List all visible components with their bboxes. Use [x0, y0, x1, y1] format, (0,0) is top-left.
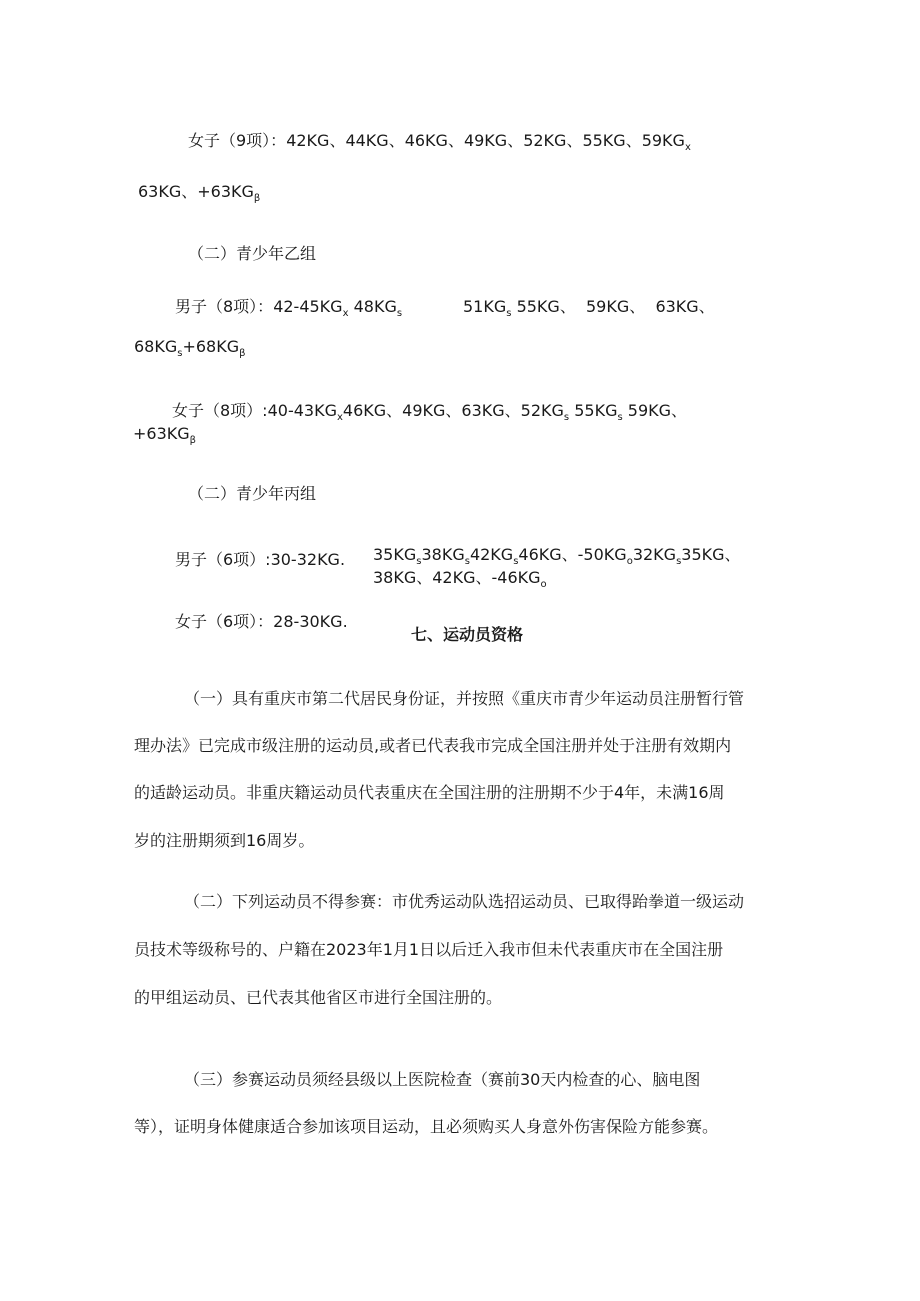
para3-line-2: 等），证明身体健康适合参加该项目运动，且必须购买人身意外伤害保险方能参赛。 — [134, 1117, 719, 1136]
men-b-s7: s — [177, 348, 183, 359]
men-b-s8: β — [239, 348, 246, 359]
men-c-v5: 32KG — [632, 545, 677, 564]
women-senior-values-2: 63KG、+63KG — [138, 182, 254, 201]
men-c-s5: s — [676, 556, 682, 567]
men-b-label: 男子（8项）： — [175, 297, 274, 316]
men-b-s2: s — [396, 308, 403, 319]
section-7-title: 七、运动员资格 — [411, 625, 524, 644]
para2-line-2: 员技术等级称号的、户籍在2023年1月1日以后迁入我市但未代表重庆市在全国注册 — [134, 940, 724, 959]
men-b-v5: 59KG、 — [586, 297, 646, 316]
women-b-s5: β — [189, 435, 197, 446]
women-b-s2: s — [563, 412, 570, 423]
women-senior-sub: x — [684, 142, 691, 153]
women-b-label: 女子（8项）: — [172, 401, 268, 420]
men-b-v6: 63KG、 — [655, 297, 715, 316]
women-b-v4: 59KG、 — [627, 401, 688, 420]
women-c-label: 女子（6项）：28-30KG. — [175, 612, 348, 631]
women-senior-line-2 — [138, 182, 260, 202]
men-b-v1: 42-45KG — [273, 297, 343, 316]
men-b-s1: x — [342, 308, 349, 319]
para2-line-1: （二）下列运动员不得参赛：市优秀运动队选招运动员、已取得跆拳道一级运动 — [184, 892, 745, 911]
men-c-v2: 38KG — [421, 545, 465, 564]
men-c-line-1 — [373, 545, 741, 565]
men-b-line-1b — [463, 297, 715, 317]
men-b-v7: 68KG — [134, 337, 178, 356]
men-b-v3: 51KG — [463, 297, 507, 316]
men-b-line-2 — [134, 337, 246, 357]
men-c-v3: 42KG — [469, 545, 514, 564]
section-b-title: （二）青少年乙组 — [188, 244, 317, 263]
women-b-v5: +63KG — [133, 424, 190, 443]
women-b-v2: 46KG、49KG、63KG、52KG — [342, 401, 564, 420]
men-c-line-2 — [373, 568, 547, 588]
women-b-line-1 — [172, 401, 687, 421]
men-c-v6: 35KG、 — [681, 545, 741, 564]
section-c-title: （二）青少年丙组 — [188, 484, 317, 503]
women-b-s3: s — [617, 412, 623, 423]
para2-line-3: 的甲组运动员、已代表其他省区市进行全国注册的。 — [134, 988, 503, 1007]
men-b-v8: +68KG — [182, 337, 240, 356]
men-c-s1: s — [416, 556, 422, 567]
para1-line-3: 的适龄运动员。非重庆籍运动员代表重庆在全国注册的注册期不少于4年，未满16周 — [134, 783, 725, 802]
para1-line-4: 岁的注册期须到16周岁。 — [134, 831, 315, 850]
para1-line-1: （一）具有重庆市第二代居民身份证，并按照《重庆市青少年运动员注册暂行管 — [184, 689, 745, 708]
women-b-v1: 40-43KG — [267, 401, 337, 420]
women-senior-values: 42KG、44KG、46KG、49KG、52KG、55KG、59KG — [286, 131, 685, 150]
men-c-s7: o — [540, 579, 547, 590]
men-b-v2: 48KG — [353, 297, 397, 316]
para3-line-1: （三）参赛运动员须经县级以上医院检查（赛前30天内检查的心、脑电图 — [184, 1070, 701, 1089]
men-c-label: 男子（6项）:30-32KG. — [175, 550, 346, 569]
women-b-v3: 55KG — [574, 401, 618, 420]
women-b-line-2 — [133, 424, 196, 444]
men-c-s3: s — [513, 556, 519, 567]
men-c-v4: 46KG、-50KG — [518, 545, 627, 564]
women-senior-sub-2: β — [253, 193, 261, 204]
men-c-v7: 38KG、42KG、-46KG — [373, 568, 541, 587]
para1-line-2: 理办法》已完成市级注册的运动员,或者已代表我市完成全国注册并处于注册有效期内 — [134, 736, 732, 755]
men-c-s4: o — [626, 556, 633, 567]
men-b-v4: 55KG、 — [516, 297, 576, 316]
men-b-line-1 — [175, 297, 402, 317]
women-b-s1: x — [336, 412, 343, 423]
men-c-v1: 35KG — [373, 545, 417, 564]
men-c-s2: s — [464, 556, 470, 567]
men-b-s3: s — [506, 308, 512, 319]
women-senior-label: 女子（9项）： — [188, 131, 287, 150]
women-senior-line-1 — [188, 131, 691, 151]
